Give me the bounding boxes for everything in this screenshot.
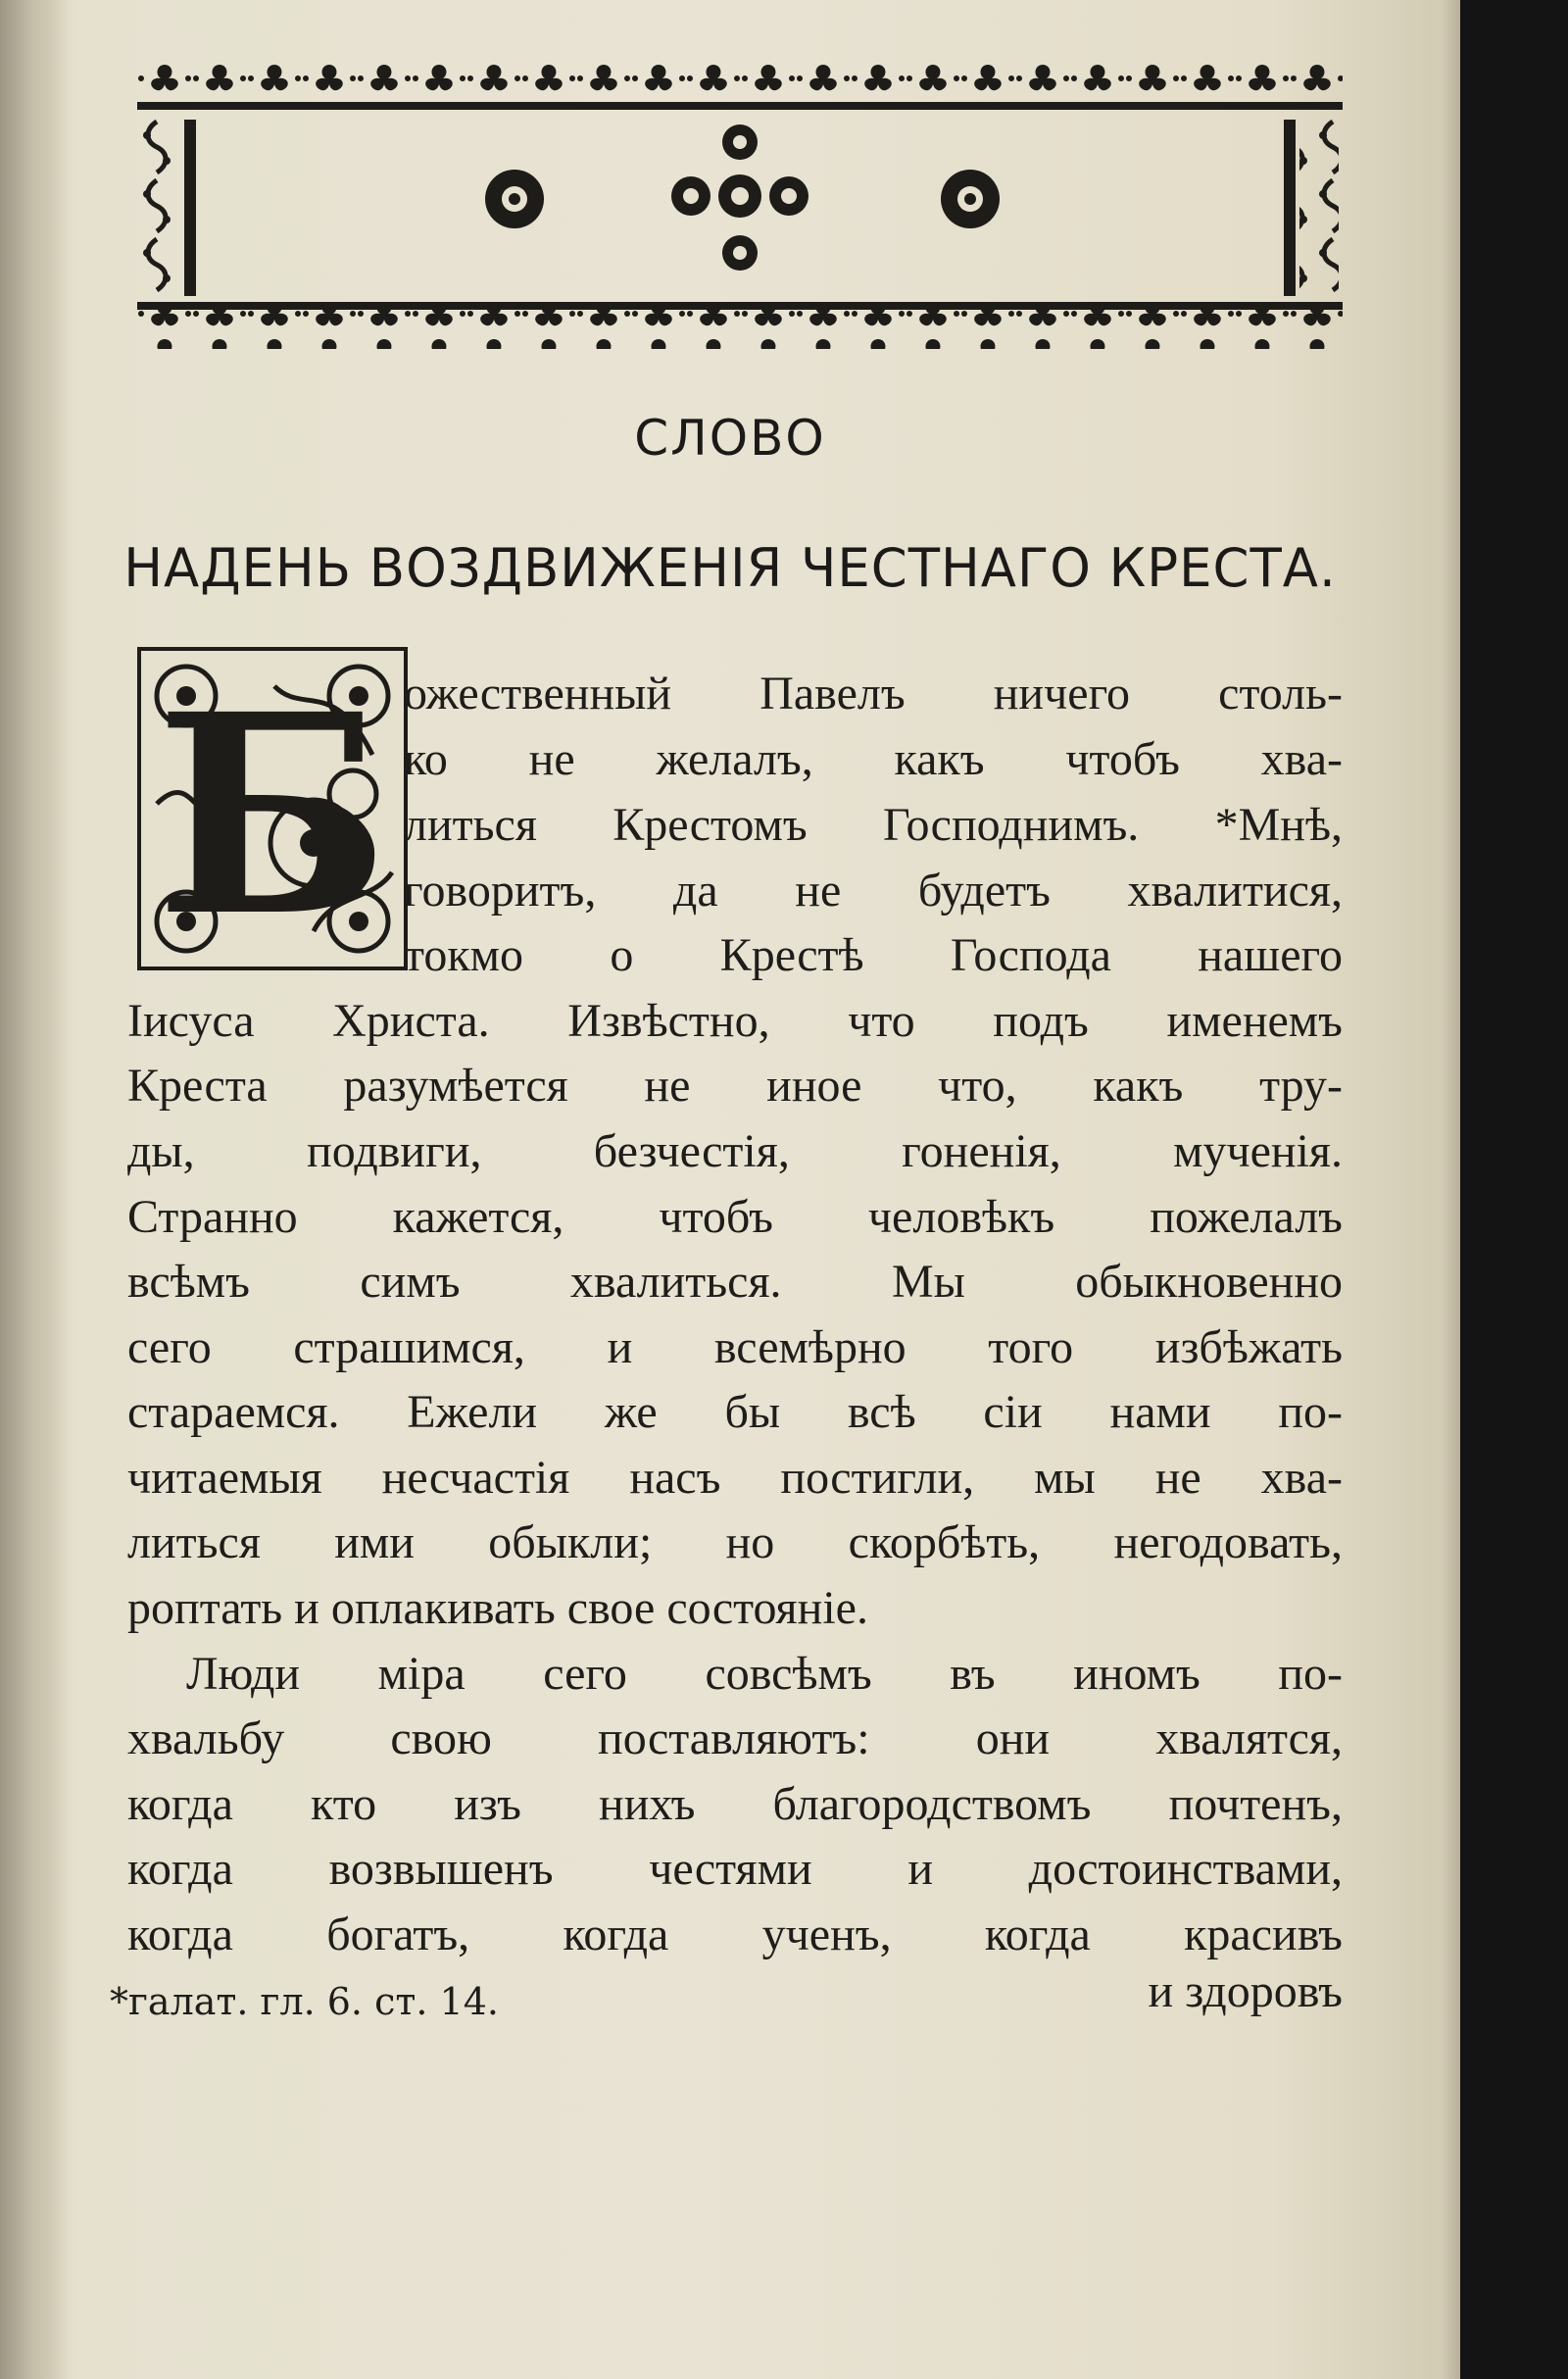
text-line: когда богатъ, когда ученъ, когда красивъ [127,1908,1343,1960]
text-line: когда возвышенъ честями и достоинствами, [127,1843,1343,1895]
text-line: Іисуса Христа. Извѣстно, что подъ именемъ [127,995,1343,1047]
text-line: всѣмъ симъ хвалиться. Мы обыкновенно [127,1256,1343,1308]
binding-gutter [0,0,69,2379]
catchword: и здоровъ [1148,1965,1343,2017]
text-line: Люди міра сего совсѣмъ въ иномъ по- [186,1648,1343,1700]
text-line: роптать и оплакивать свое состояніе. [127,1582,868,1634]
text-line: Странно кажется, чтобъ человѣкъ пожелалъ [127,1191,1343,1243]
text-line: стараемся. Ежели же бы всѣ сіи нами по- [127,1386,1343,1438]
text-line: читаемыя несчастія насъ постигли, мы не хва- [127,1452,1343,1504]
headpiece-ornament [137,59,1343,353]
initial-letter: Б [155,655,390,970]
text-line: литься ими обыкли; но скорбѣть, негодовать, [127,1516,1343,1568]
text-line: Креста разумѣется не иное что, какъ тру- [127,1060,1343,1112]
text-line: когда кто изъ нихъ благородствомъ почтенъ, [127,1778,1343,1830]
text-line: токмо о Крестѣ Господа нашего [404,929,1343,981]
text-line: сего страшимся, и всемѣрно того избѣжать [127,1321,1343,1373]
decorated-initial [137,647,408,970]
text-line: ожественный Павелъ ничего столь- [404,668,1343,719]
sermon-subtitle: НАДЕНЬ ВОЗДВИЖЕНІЯ ЧЕСТНАГО КРЕСТА. [123,537,1337,599]
text-line: говоритъ, да не будетъ хвалитися, [404,865,1343,917]
sermon-title: СЛОВО [634,410,826,467]
footnote: *галат. гл. 6. ст. 14. [110,1980,499,2023]
text-line: хвальбу свою поставляютъ: они хвалятся, [127,1712,1343,1764]
text-line: ко не желалъ, какъ чтобъ хва- [404,733,1343,785]
text-line: ды, подвиги, безчестія, гоненія, мученія. [127,1125,1343,1177]
text-line: литься Крестомъ Господнимъ. *Мнѣ, [404,799,1343,851]
